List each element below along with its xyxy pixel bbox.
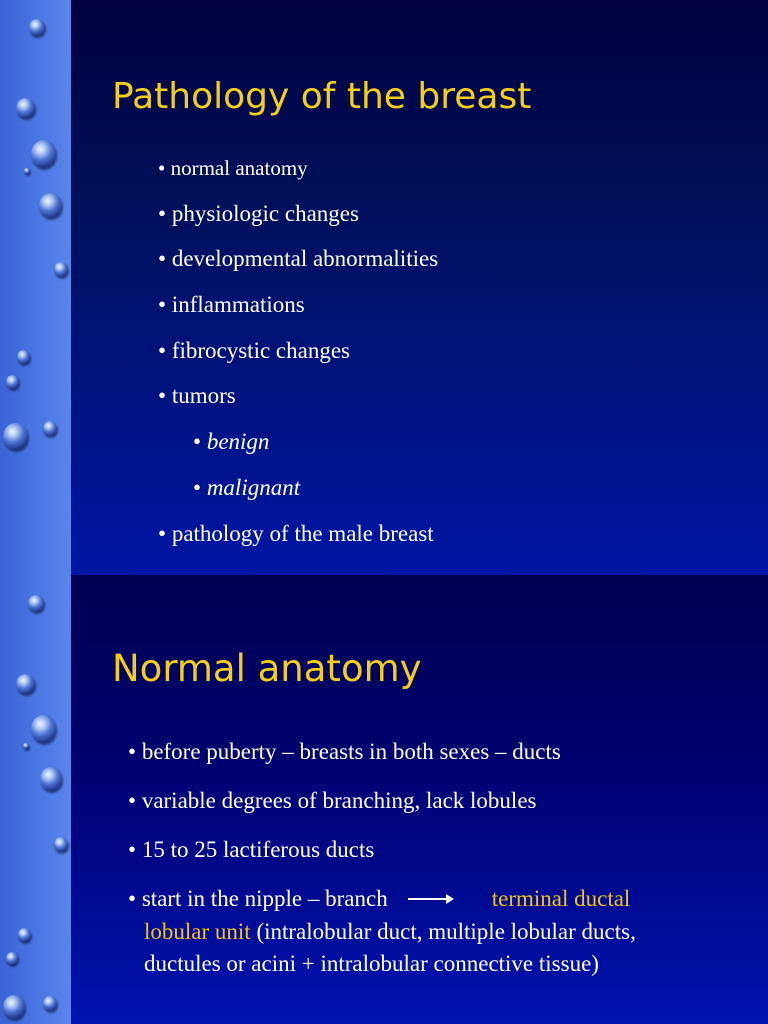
list-item: • pathology of the male breast xyxy=(158,520,434,546)
anatomy-list xyxy=(128,736,688,981)
list-item: • inflammations xyxy=(158,292,305,318)
water-drop-icon xyxy=(54,262,68,277)
list-item: • developmental abnormalities xyxy=(158,246,439,272)
list-item: • tumors xyxy=(158,383,236,409)
water-drop-icon xyxy=(39,193,62,218)
list-item: • 15 to 25 lactiferous ducts xyxy=(128,837,375,862)
arrow-right-icon xyxy=(408,898,452,900)
water-drop-icon xyxy=(16,674,35,694)
highlight-term: terminal ductal lobular unit xyxy=(144,886,631,944)
water-drop-icon xyxy=(3,995,25,1019)
list-item: • before puberty – breasts in both sexes – ducts xyxy=(128,739,561,764)
water-drop-icon xyxy=(24,168,30,174)
water-drop-icon xyxy=(43,996,57,1011)
water-drop-icon xyxy=(6,375,19,389)
list-item: • fibrocystic changes xyxy=(158,337,350,363)
water-drop-icon xyxy=(18,928,31,942)
topic-list xyxy=(158,153,438,564)
slide-title: Pathology of the breast xyxy=(112,76,532,117)
list-item: • start in the nipple – branch terminal ductal lobular unit (intralobular duct, multiple lobular ducts, ductules or acini + intralobular connective tissue) xyxy=(128,886,636,976)
list-item: • physiologic changes xyxy=(158,200,359,226)
side-stripe xyxy=(0,0,71,575)
water-drop-icon xyxy=(28,595,44,612)
water-drop-icon xyxy=(31,715,56,743)
side-stripe xyxy=(0,575,71,1024)
water-drop-icon xyxy=(43,421,57,436)
water-drop-icon xyxy=(40,767,62,791)
water-drop-icon xyxy=(29,19,45,36)
slide-title: Normal anatomy xyxy=(112,647,422,690)
water-drop-icon xyxy=(54,837,68,852)
sub-list-item: • benign xyxy=(193,429,270,455)
water-drop-icon xyxy=(3,423,28,450)
list-item: • normal anatomy xyxy=(158,156,308,180)
list-item: • variable degrees of branching, lack lobules xyxy=(128,788,537,813)
water-drop-icon xyxy=(16,98,35,118)
water-drop-icon xyxy=(31,140,56,168)
water-drop-icon xyxy=(17,350,30,364)
water-drop-icon xyxy=(23,743,29,749)
water-drop-icon xyxy=(6,952,18,965)
sub-list-item: • malignant xyxy=(193,474,301,500)
